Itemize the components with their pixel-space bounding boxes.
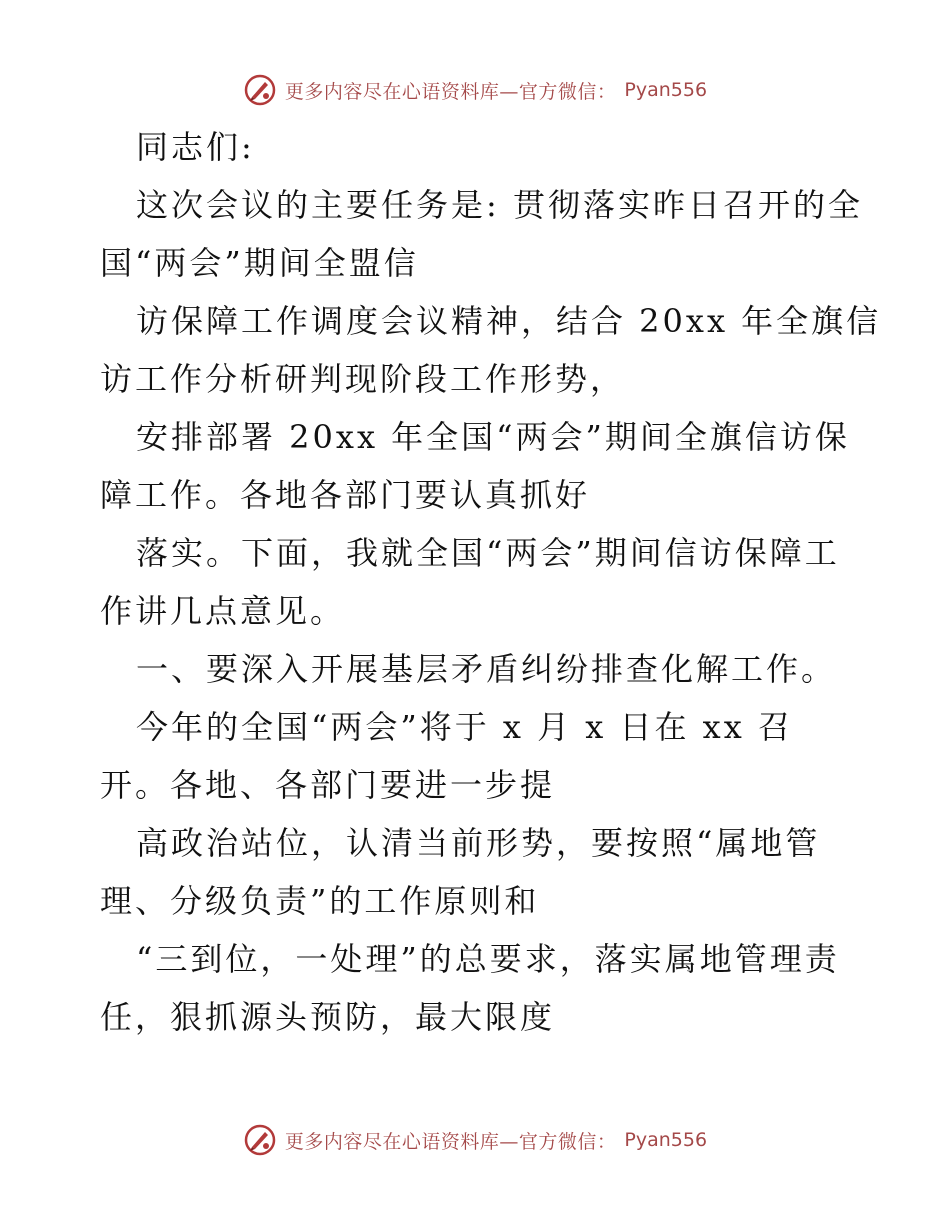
- brand-logo-icon: [243, 73, 277, 107]
- paragraph-line: 访工作分析研判现阶段工作形势，: [100, 360, 626, 398]
- paragraph-line: 作讲几点意见。: [100, 592, 346, 630]
- header-banner: [0, 70, 950, 110]
- wechat-id: Pyan556: [624, 79, 708, 101]
- paragraph-line: 一、要深入开展基层矛盾纠纷排查化解工作。: [136, 650, 837, 688]
- paragraph-line: 今年的全国“两会”将于 x 月 x 日在 xx 召: [136, 708, 793, 746]
- paragraph-line: 国“两会”期间全盟信: [100, 244, 419, 282]
- footer-banner: [0, 1120, 950, 1160]
- paragraph-line: 这次会议的主要任务是: 贯彻落实昨日召开的全: [136, 186, 863, 224]
- paragraph-line: 开。各地、各部门要进一步提: [100, 766, 556, 804]
- paragraph-line: 落实。下面，我就全国“两会”期间信访保障工: [136, 534, 840, 572]
- paragraph-line: 高政治站位，认清当前形势，要按照“属地管: [136, 824, 821, 862]
- paragraph-line: 障工作。各地各部门要认真抓好: [100, 476, 591, 514]
- paragraph-line: 安排部署 20xx 年全国“两会”期间全旗信访保: [136, 418, 850, 456]
- document-body: [100, 118, 882, 1046]
- paragraph-line: “三到位，一处理”的总要求，落实属地管理责: [136, 940, 840, 978]
- banner-text: 更多内容尽在心语资料库—官方微信：: [284, 1130, 617, 1153]
- wechat-id: Pyan556: [624, 1129, 708, 1151]
- paragraph-line: 理、分级负责”的工作原则和: [100, 882, 540, 920]
- banner-text: 更多内容尽在心语资料库—官方微信：: [284, 80, 617, 103]
- paragraph-line: 访保障工作调度会议精神，结合 20xx 年全旗信: [136, 302, 882, 340]
- brand-logo-icon: [243, 1123, 277, 1157]
- paragraph-line: 任，狠抓源头预防，最大限度: [100, 998, 556, 1036]
- paragraph-line: 同志们:: [136, 128, 255, 166]
